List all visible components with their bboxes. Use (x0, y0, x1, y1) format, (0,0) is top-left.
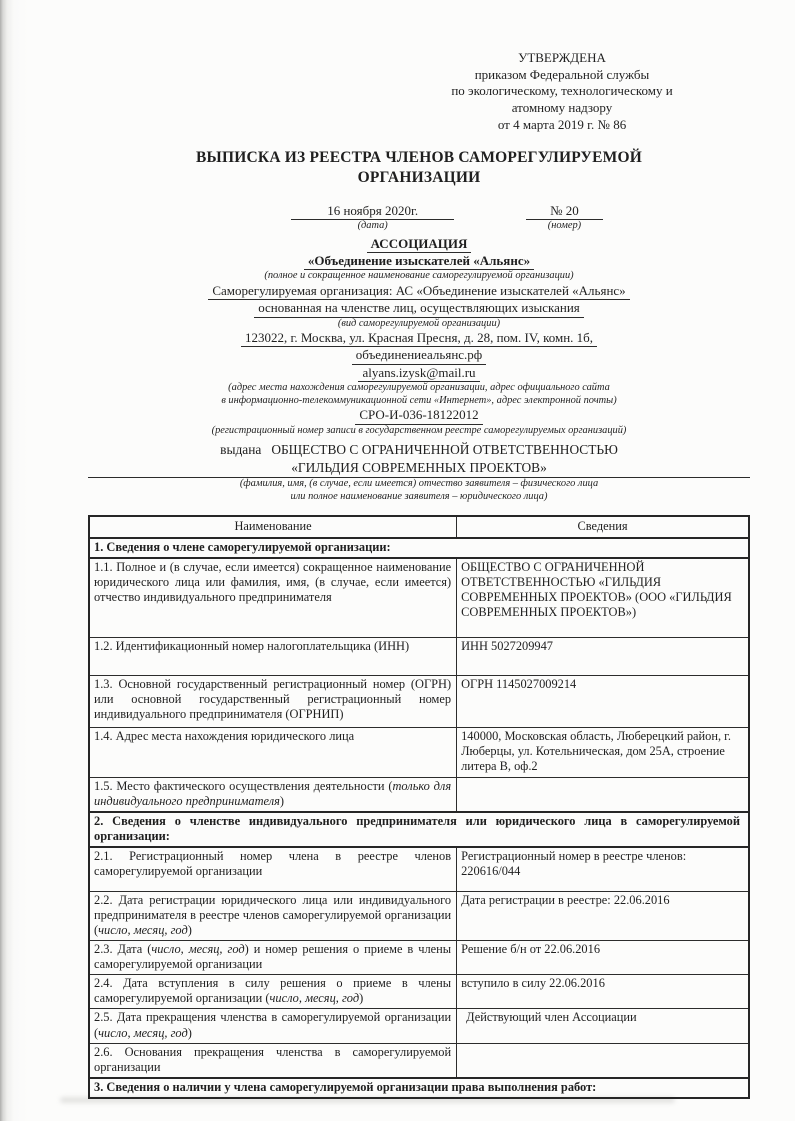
row-value: Дата регистрации в реестре: 22.06.2016 (457, 891, 749, 940)
row-label: 1.1. Полное и (в случае, если имеется) сокращенное наименование юридического лица или фамилия, имя, (в случае, если имеется) отчество индивидуального предпринимателя (89, 558, 457, 638)
issued-label: выдана (220, 442, 262, 458)
sro-registry-caption: (регистрационный номер записи в государственном реестре саморегулируемых организаций) (211, 424, 627, 436)
issue-number: № 20 (526, 203, 603, 220)
row-value: вступило в силу 22.06.2016 (457, 975, 749, 1009)
row-label: 2.1. Регистрационный номер члена в реестре членов саморегулируемой организации (89, 847, 457, 891)
table-row (89, 1009, 749, 1043)
table-row (89, 1043, 749, 1078)
approval-block (401, 50, 723, 133)
table-row (89, 847, 749, 891)
sro-header-block (88, 236, 750, 504)
sro-kind-line: Саморегулируемая организация: АС «Объединение изыскателей «Альянс» (208, 283, 629, 300)
sro-kind-caption: (вид саморегулируемой организации) (337, 317, 501, 329)
row-value: ОБЩЕСТВО С ОГРАНИЧЕННОЙ ОТВЕТСТВЕННОСТЬЮ «ГИЛЬДИЯ СОВРЕМЕННЫХ ПРОЕКТОВ» (ООО «ГИЛЬДИЯ СОВРЕМЕННЫХ ПРОЕКТОВ») (457, 558, 749, 638)
table-row (89, 777, 749, 812)
sro-contacts-caption: в информационно-телекоммуникационной сети «Интернет», адрес электронной почты) (221, 394, 617, 406)
table-row (89, 638, 749, 676)
table-header-row (89, 516, 749, 537)
member-name-line: ОБЩЕСТВО С ОГРАНИЧЕННОЙ ОТВЕТСТВЕННОСТЬЮ (271, 442, 618, 458)
sro-name-caption: (полное и сокращенное наименование саморегулируемой организации) (264, 270, 574, 282)
document-title-line: ВЫПИСКА ИЗ РЕЕСТРА ЧЛЕНОВ САМОРЕГУЛИРУЕМОЙ (196, 149, 642, 167)
issue-date: 16 ноября 2020г. (291, 203, 454, 220)
member-caption: (фамилия, имя, (в случае, если имеется) отчество заявителя – физического лица (239, 478, 599, 490)
approval-line: приказом Федеральной службы (474, 66, 650, 82)
document-title-line: ОРГАНИЗАЦИИ (357, 168, 481, 186)
sro-contacts-caption: (адрес места нахождения саморегулируемой организации, адрес официального сайта (228, 381, 610, 393)
column-header-details: Сведения (457, 516, 749, 537)
registry-table (88, 515, 750, 1099)
row-label: 2.2. Дата регистрации юридического лица или индивидуального предпринимателя в реестре членов саморегулируемой организации (число, месяц, год) (89, 891, 457, 940)
table-row (89, 676, 749, 728)
row-value (457, 1043, 749, 1078)
document-title (88, 148, 750, 187)
issue-date-caption: (дата) (357, 220, 388, 232)
row-value: Регистрационный номер в реестре членов: 220616/044 (457, 847, 749, 891)
table-body (89, 538, 749, 1099)
table-row (89, 558, 749, 638)
row-value: Действующий член Ассоциации (457, 1009, 749, 1043)
column-header-name: Наименование (89, 516, 457, 537)
row-value: ИНН 5027209947 (457, 638, 749, 676)
row-value: 140000, Московская область, Люберецкий район, г. Люберцы, ул. Котельническая, дом 25А, строение литера В, оф.2 (457, 728, 749, 777)
row-label: 1.3. Основной государственный регистрационный номер (ОГРН) или основной государственный регистрационный номер индивидуального предпринимателя (ОГРНИП) (89, 676, 457, 728)
issue-row (116, 202, 778, 233)
table-row (89, 891, 749, 940)
sro-kind-line: основанная на членстве лиц, осуществляющих изыскания (254, 300, 584, 317)
row-label: 2.3. Дата (число, месяц, год) и номер решения о приеме в члены саморегулируемой организации (89, 940, 457, 974)
table-row (89, 538, 749, 558)
table-row (89, 812, 749, 847)
approval-line: по экологическому, технологическому и (451, 83, 673, 99)
table-row (89, 728, 749, 777)
row-label: 1.5. Место фактического осуществления деятельности (только для индивидуального предпринимателя) (89, 777, 457, 812)
sro-name-line: «Объединение изыскателей «Альянс» (304, 253, 534, 270)
approval-line: атомному надзору (511, 99, 613, 115)
row-label: 2.6. Основания прекращения членства в саморегулируемой организации (89, 1043, 457, 1078)
row-label: 2.4. Дата вступления в силу решения о приеме в члены саморегулируемой организации (число, месяц, год) (89, 975, 457, 1009)
section-header: 1. Сведения о члене саморегулируемой организации: (89, 538, 749, 558)
row-value (457, 777, 749, 812)
sro-address: 123022, г. Москва, ул. Красная Пресня, д. 28, пом. IV, комн. 1б, (241, 330, 597, 347)
table-row (89, 975, 749, 1009)
sro-email: alyans.izysk@mail.ru (358, 365, 479, 382)
issue-number-caption: (номер) (547, 220, 582, 232)
member-name-line: «ГИЛЬДИЯ СОВРЕМЕННЫХ ПРОЕКТОВ» (88, 459, 750, 478)
section-header: 3. Сведения о наличии у члена саморегулируемой организации права выполнения работ: (89, 1078, 749, 1098)
member-caption: или полное наименование заявителя – юридического лица) (290, 490, 548, 502)
approval-line: УТВЕРЖДЕНА (518, 50, 606, 65)
issue-number-block (526, 202, 603, 233)
sro-registry-number: СРО-И-036-18122012 (355, 407, 482, 424)
row-label: 2.5. Дата прекращения членства в саморегулируемой организации (число, месяц, год) (89, 1009, 457, 1043)
table-row (89, 940, 749, 974)
row-label: 1.2. Идентификационный номер налогоплательщика (ИНН) (89, 638, 457, 676)
approval-line: от 4 марта 2019 г. № 86 (497, 116, 627, 132)
table-row (89, 1078, 749, 1098)
sro-website: объединениеальянс.рф (352, 347, 486, 364)
row-label: 1.4. Адрес места нахождения юридического лица (89, 728, 457, 777)
issue-date-block (291, 202, 454, 233)
row-value: Решение б/н от 22.06.2016 (457, 940, 749, 974)
member-issued-line (88, 441, 750, 458)
section-header: 2. Сведения о членстве индивидуального предпринимателя или юридического лица в саморегулируемой организации: (89, 812, 749, 847)
row-value: ОГРН 1145027009214 (457, 676, 749, 728)
sro-name-line: АССОЦИАЦИЯ (367, 236, 472, 253)
